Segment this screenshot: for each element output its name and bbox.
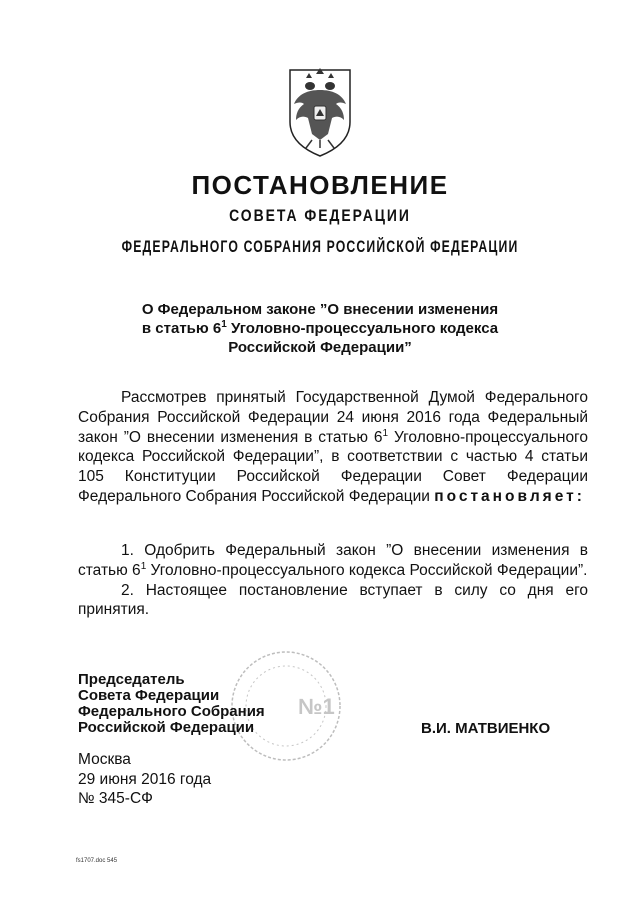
- item-1-text-part2: Уголовно-процессуального кодекса Российской Федерации”.: [146, 561, 588, 579]
- preamble-paragraph: [78, 388, 588, 507]
- subject-line-2-text: в статью 6: [141, 320, 222, 337]
- resolution-item-2: 2. Настоящее постановление вступает в силу со дня его принятия.: [78, 581, 588, 619]
- resolution-items: [78, 541, 588, 620]
- date: 29 июня 2016 года: [78, 770, 212, 788]
- subject-line-3: Российской Федерации”: [228, 339, 412, 356]
- signatory-name: В.И. МАТВИЕНКО: [421, 720, 551, 737]
- resolves-keyword: постановляет:: [434, 487, 585, 505]
- place-and-date: [78, 750, 211, 809]
- signatory-line-1: Председатель: [78, 671, 185, 688]
- preamble-text-part1: Рассмотрев принятый Государственной Думой Федерального Собрания Российской Федерации 24 июня 2016 года Федеральный закон ”О внесении изменения в статью 6: [78, 389, 588, 446]
- signatory-line-2: Совета Федерации: [78, 687, 220, 704]
- document-title: ПОСТАНОВЛЕНИЕ: [191, 170, 449, 200]
- svg-text:№1: №1: [298, 694, 335, 719]
- preamble-superscript: 1: [382, 427, 389, 439]
- document-subject: [0, 300, 640, 357]
- signatory-line-4: Российской Федерации: [78, 719, 255, 736]
- subject-line-2-text-end: Уголовно-процессуального кодекса: [226, 320, 499, 337]
- document-number: № 345-СФ: [78, 790, 153, 807]
- subject-line-2: [0, 319, 640, 338]
- item-1-text-part1: 1. Одобрить Федеральный закон ”О внесении изменения в статью 6: [78, 542, 588, 579]
- document-subtitle-assembly: ФЕДЕРАЛЬНОГО СОБРАНИЯ РОССИЙСКОЙ ФЕДЕРАЦИИ: [121, 237, 519, 256]
- file-code-footer: fs1707.doc 545: [76, 858, 118, 864]
- document-subtitle-council: СОВЕТА ФЕДЕРАЦИИ: [229, 206, 411, 225]
- coat-of-arms-icon: [286, 64, 354, 158]
- preamble-text-part2: Уголовно-процессуального кодекса Российской Федерации”, в соответствии с частью 4 статьи 105 Конституции Российской Федерации Совет Федерации Федерального Собрания Российской Федерации: [78, 428, 588, 505]
- preamble-text: [78, 388, 588, 507]
- resolution-item-1: [78, 541, 588, 581]
- signatory-line-3: Федерального Собрания: [78, 703, 265, 720]
- subject-superscript: 1: [221, 319, 227, 330]
- signatory-title: [78, 672, 265, 736]
- city: Москва: [78, 751, 131, 768]
- subject-line-1: О Федеральном законе ”О внесении изменения: [141, 301, 499, 318]
- item-1-superscript: 1: [140, 560, 147, 572]
